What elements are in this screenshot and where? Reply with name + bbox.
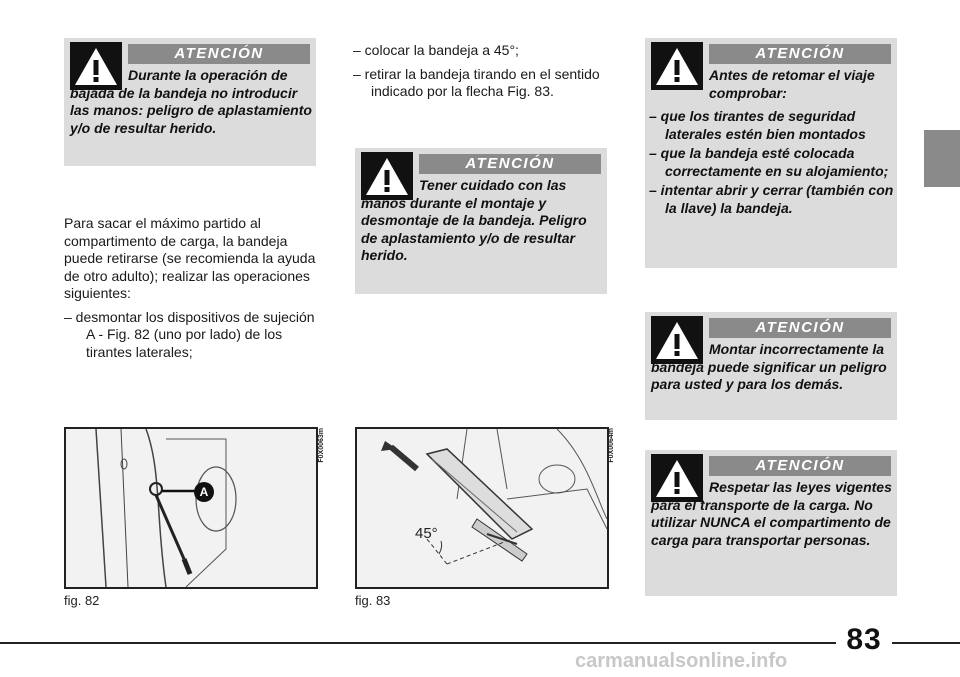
- warning-box-5: [645, 450, 897, 596]
- warning-list: – que los tirantes de seguridad laterales estén bien montados – que la bandeja esté colocada correctamente en su alojamiento; – intentar abrir y cerrar (también con la llave) la bandeja.: [649, 108, 894, 216]
- figure-82: [64, 427, 318, 589]
- page-number: 83: [836, 622, 892, 658]
- watermark: carmanualsonline.info: [575, 650, 788, 672]
- warning-box-2: [355, 148, 607, 294]
- warning-title: ATENCIÓN: [128, 44, 310, 64]
- warning-text: Antes de retomar el viaje comprobar:: [709, 67, 875, 101]
- figure-83: [355, 427, 609, 589]
- warning-box-3: [645, 38, 897, 268]
- warning-text: Respetar las leyes vigentes para el transporte de la carga. No utilizar NUNCA el compartimento de carga para transportar personas.: [651, 479, 892, 548]
- intro-text: Para sacar el máximo partido al compartimento de carga, la bandeja puede retirarse (se recomienda la ayuda de otro adulto); realizar las operaciones siguientes: – desmontar los dispositivos de sujeción A - Fig. 82 (uno por lado) de los tirantes laterales;: [64, 215, 316, 360]
- section-tab: [924, 130, 960, 187]
- warning-triangle-icon: [651, 42, 703, 90]
- figure-code: F0X0063m: [318, 428, 325, 463]
- warning-box-4: [645, 312, 897, 420]
- warning-text: Tener cuidado con las manos durante el montaje y desmontaje de la bandeja. Peligro de aplastamiento y/o de resultar herido.: [361, 177, 587, 264]
- figure-code: F0X0064m: [608, 428, 615, 463]
- warning-text: Montar incorrectamente la bandeja puede significar un peligro para usted y para los demás.: [651, 341, 887, 393]
- figure-caption: fig. 82: [64, 593, 100, 608]
- steps-text: – colocar la bandeja a 45°; – retirar la bandeja tirando en el sentido indicado por la flecha Fig. 83.: [353, 42, 600, 99]
- callout-a: A: [194, 482, 214, 502]
- warning-title: ATENCIÓN: [419, 154, 601, 174]
- warning-title: ATENCIÓN: [709, 44, 891, 64]
- footer-rule: [0, 642, 960, 644]
- strap-mount-illustration: [66, 429, 316, 587]
- warning-title: ATENCIÓN: [709, 456, 891, 476]
- warning-box-1: [64, 38, 316, 166]
- warning-text: Durante la operación de bajada de la bandeja no introducir las manos: peligro de aplastamiento y/o de resultar herido.: [70, 67, 312, 136]
- warning-title: ATENCIÓN: [709, 318, 891, 338]
- tray-removal-illustration: [357, 429, 607, 587]
- angle-label: 45°: [415, 525, 438, 542]
- figure-caption: fig. 83: [355, 593, 391, 608]
